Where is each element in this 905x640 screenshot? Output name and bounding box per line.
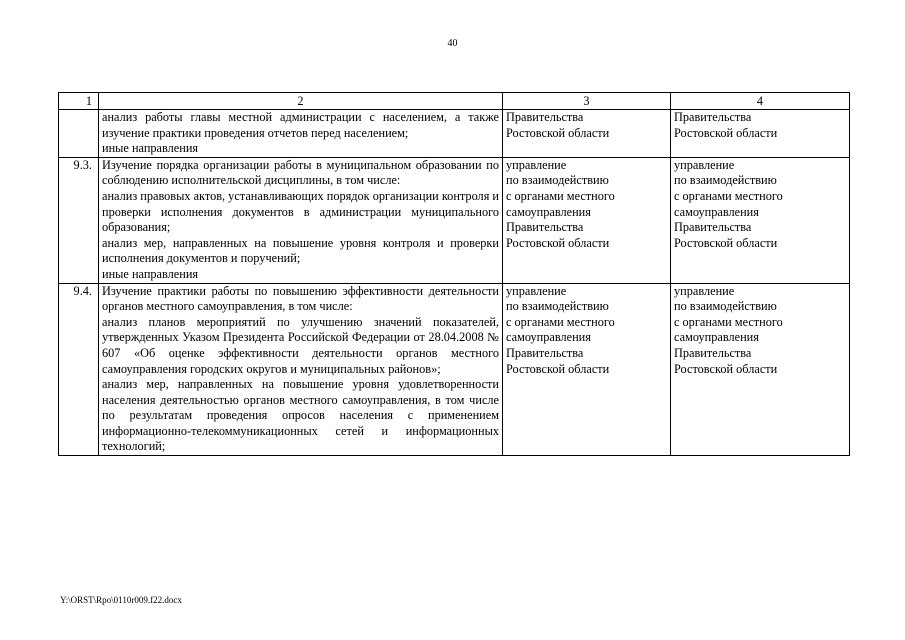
coexecutor: Правительства Ростовской области — [671, 110, 850, 158]
table-row — [59, 157, 850, 283]
coexecutor: управление по взаимодействию с органами местного самоуправления Правительства Ростовской области — [671, 157, 850, 283]
header-cell: 3 — [503, 93, 671, 110]
header-cell: 4 — [671, 93, 850, 110]
item-number: 9.3. — [59, 157, 99, 283]
responsible-executor: управление по взаимодействию с органами местного самоуправления Правительства Ростовской области — [503, 157, 671, 283]
document-table — [58, 92, 850, 456]
responsible-executor: управление по взаимодействию с органами местного самоуправления Правительства Ростовской области — [503, 283, 671, 456]
item-number: 9.4. — [59, 283, 99, 456]
table-header-row — [59, 93, 850, 110]
table-row — [59, 283, 850, 456]
item-description: Изучение порядка организации работы в муниципальном образовании по соблюдению исполнительской дисциплины, в том числе: анализ правовых актов, устанавливающих порядок организации контроля и проверки исполнения документов в администрации муниципального образования; анализ мер, направленных на повышение уровня контроля и проверки исполнения документов и поручений; иные направления — [99, 157, 503, 283]
item-description: анализ работы главы местной администрации с населением, а также изучение практики проведения отчетов перед населением; иные направления — [99, 110, 503, 158]
item-number — [59, 110, 99, 158]
coexecutor: управление по взаимодействию с органами местного самоуправления Правительства Ростовской области — [671, 283, 850, 456]
header-cell: 2 — [99, 93, 503, 110]
responsible-executor: Правительства Ростовской области — [503, 110, 671, 158]
table-row — [59, 110, 850, 158]
file-path-footer: Y:\ORST\Rpo\0110r009.f22.docx — [60, 595, 182, 605]
header-cell: 1 — [59, 93, 99, 110]
page-number: 40 — [447, 38, 458, 49]
item-description: Изучение практики работы по повышению эффективности деятельности органов местного самоуправления, в том числе: анализ планов мероприятий по улучшению значений показателей, утвержденных Указом Президента Российской Федерации от 28.04.2008 № 607 «Об оценке эффективности деятельности органов местного самоуправления городских округов и муниципальных районов»; анализ мер, направленных на повышение уровня удовлетворенности населения деятельностью органов местного самоуправления, в том числе по результатам проведения опросов населения с применением информационно-телекоммуникационных сетей и информационных технологий; — [99, 283, 503, 456]
